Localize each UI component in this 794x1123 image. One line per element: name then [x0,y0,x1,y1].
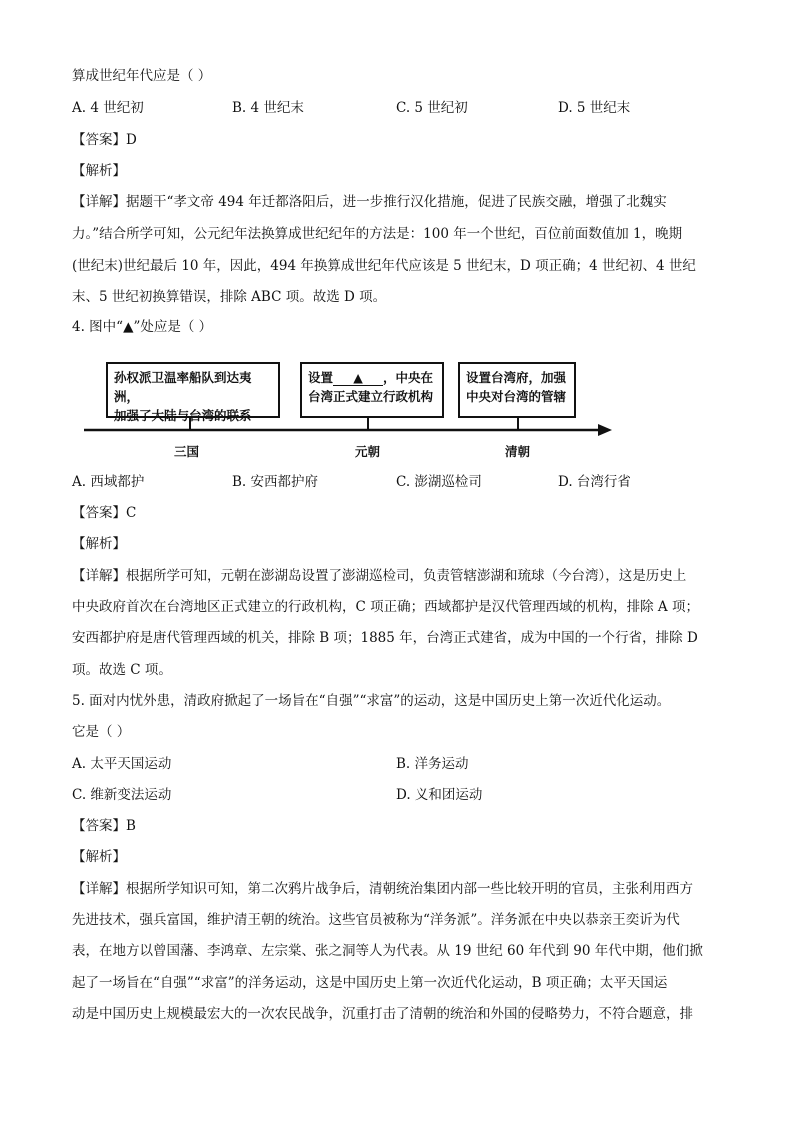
box-text-pre: 设置 [308,370,334,385]
timeline-box-yuan [300,362,444,418]
detail-line: 表，在地方以曾国藩、李鸿章、左宗棠、张之洞等人为代表。从 19 世纪 60 年代到 90 年代中期，他们掀 [72,943,703,959]
option-a: A. 太平天国运动 [72,756,172,772]
detail-line: 力。”结合所学可知，公元纪年法换算成世纪纪年的方法是：100 年一个世纪，百位前面数值加 1，晚期 [72,226,683,242]
option-b: B. 安西都护府 [232,474,319,490]
option-b: B. 4 世纪末 [232,100,304,116]
detail-line: 项。故选 C 项。 [72,662,172,678]
detail-line: 【详解】根据所学可知，元朝在澎湖岛设置了澎湖巡检司，负责管辖澎湖和琉球（今台湾），这是历史上 [72,568,687,584]
box-text [308,368,436,387]
box-text: 加强了大陆与台湾的联系 [114,408,252,423]
timeline-box-three-kingdoms [106,362,280,423]
box-text: 孙权派卫温率船队到达夷洲， [114,370,252,404]
option-c: C. 5 世纪初 [396,100,468,116]
option-a: A. 西域都护 [72,474,145,490]
box-text-post: ，中央在 [383,370,434,385]
box-text: 设置台湾府，加强 [466,370,567,385]
option-b: B. 洋务运动 [396,756,469,772]
option-c: C. 维新变法运动 [72,787,172,803]
analysis-label: 【解析】 [72,163,126,179]
option-a: A. 4 世纪初 [72,100,144,116]
blank-triangle: ▲ [333,370,383,386]
detail-line: 【详解】据题干“孝文帝 494 年迁都洛阳后，进一步推行汉化措施，促进了民族交融，增强了北魏实 [72,194,667,210]
box-text: 台湾正式建立行政机构 [308,389,434,404]
answer: 【答案】C [72,505,137,521]
detail-line: 先进技术，强兵富国，维护清王朝的统治。这些官员被称为“洋务派”。洋务派在中央以恭亲王奕䜣为代 [72,912,680,928]
question-stem: 5. 面对内忧外患，清政府掀起了一场旨在“自强”“求富”的运动，这是中国历史上第一次近代化运动。 [72,693,671,709]
timeline-box-qing [458,362,576,418]
detail-line: 动是中国历史上规模最宏大的一次农民战争，沉重打击了清朝的统治和外国的侵略势力，不符合题意，排 [72,1006,693,1022]
label-qing: 清朝 [505,444,531,459]
option-d: D. 5 世纪末 [558,100,631,116]
label-yuan: 元朝 [355,444,381,459]
question-stem: 4. 图中“▲”处应是（ ） [72,319,213,335]
label-three-kingdoms: 三国 [174,444,200,459]
answer: 【答案】D [72,132,137,148]
detail-line: 末、5 世纪初换算错误，排除 ABC 项。故选 D 项。 [72,289,387,305]
option-d: D. 台湾行省 [558,474,631,490]
box-text: 中央对台湾的管辖 [466,389,567,404]
analysis-label: 【解析】 [72,536,126,552]
axis-arrow [598,424,612,436]
question-stem: 它是（ ） [72,724,131,740]
detail-line: 起了一场旨在“自强”“求富”的洋务运动，这是中国历史上第一次近代化运动，B 项正确；太平天国运 [72,975,668,991]
analysis-label: 【解析】 [72,849,126,865]
detail-line: 【详解】根据所学知识可知，第二次鸦片战争后，清朝统治集团内部一些比较开明的官员，主张利用西方 [72,881,693,897]
answer: 【答案】B [72,818,136,834]
option-c: C. 澎湖巡检司 [396,474,482,490]
option-d: D. 义和团运动 [396,787,483,803]
question-stem: 算成世纪年代应是（ ） [72,68,212,84]
detail-line: (世纪末)世纪最后 10 年，因此，494 年换算成世纪年代应该是 5 世纪末，D 项正确；4 世纪初、4 世纪 [72,258,696,274]
detail-line: 安西都护府是唐代管理西域的机关，排除 B 项；1885 年，台湾正式建省，成为中国的一个行省，排除 D [72,630,698,646]
detail-line: 中央政府首次在台湾地区正式建立的行政机构，C 项正确；西域都护是汉代管理西域的机构，排除 A 项； [72,599,699,615]
timeline-axis [80,414,620,448]
